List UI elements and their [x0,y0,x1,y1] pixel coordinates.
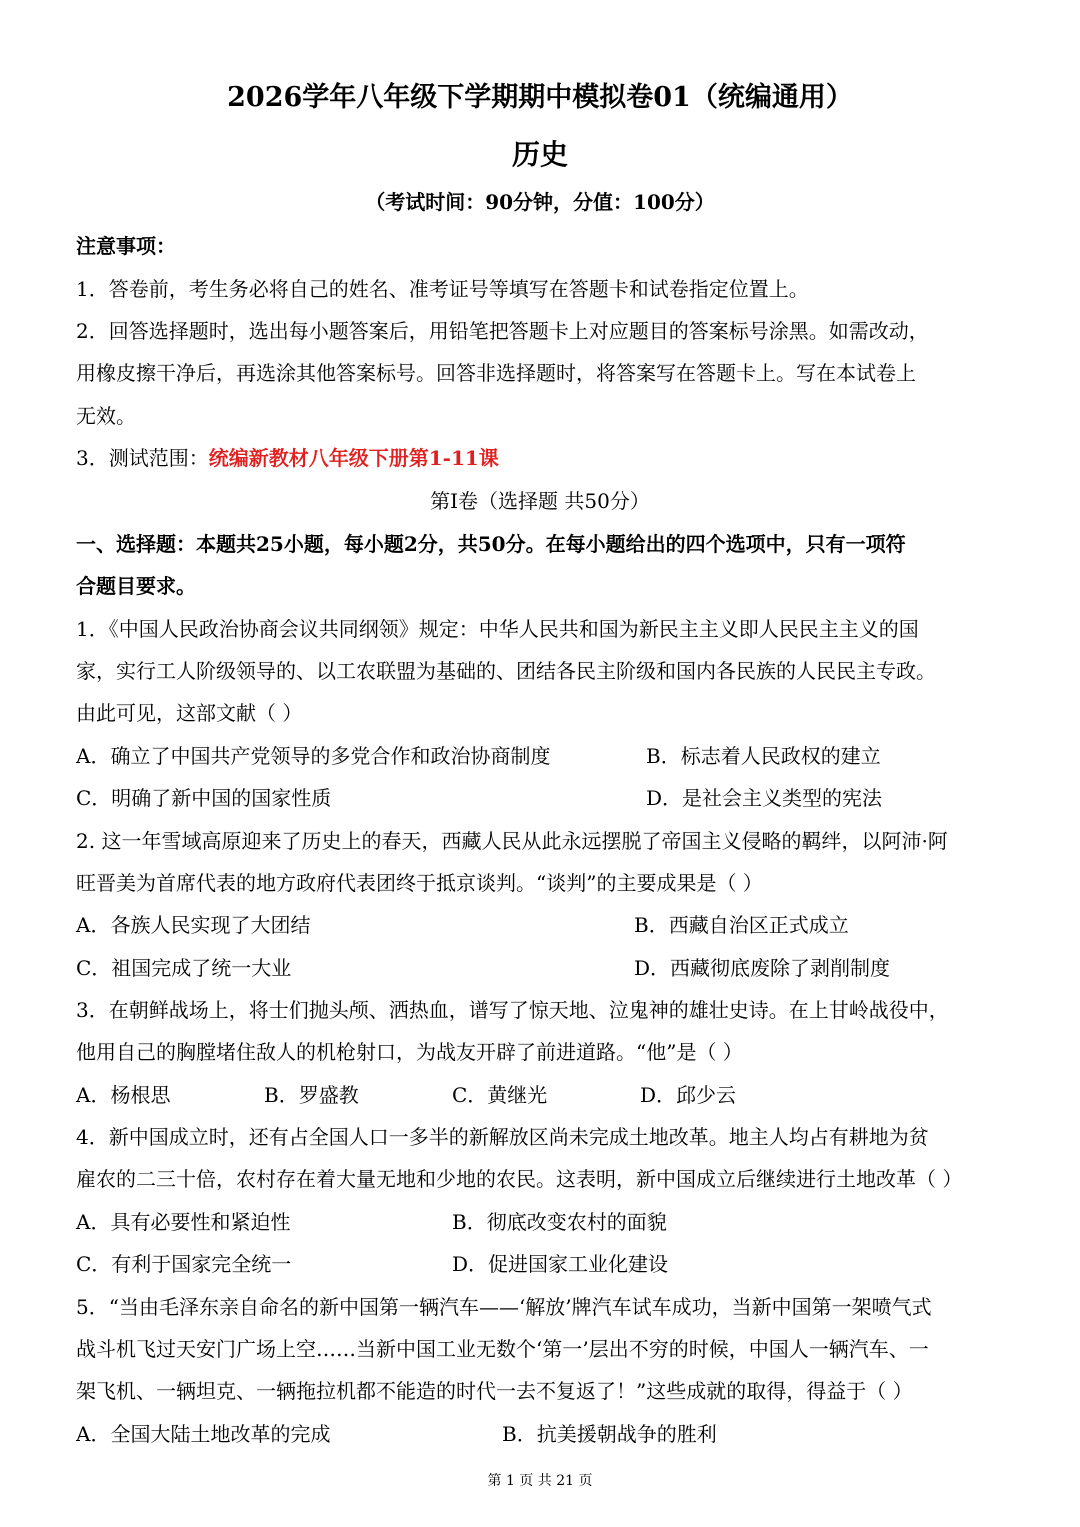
option-a: A．杨根思 [76,1083,171,1107]
note-item-1: 1．答卷前，考生务必将自己的姓名、准考证号等填写在答题卡和试卷指定位置上。 [76,277,809,301]
page-footer: 第 1 页 共 21 页 [487,1473,593,1489]
option-d: D．邱少云 [640,1083,737,1107]
exam-info: （考试时间：90分钟，分值：100分） [365,190,715,214]
note-item-3 [76,442,499,471]
option-c: C．祖国完成了统一大业 [76,956,292,980]
question-text-line: 由此可见，这部文献（ ） [76,701,303,725]
question-text-line: 5．“当由毛泽东亲自命名的新中国第一辆汽车——‘解放’牌汽车试车成功，当新中国第一架喷气式 [76,1295,932,1319]
note-item-3-prefix: 3．测试范围： [76,446,209,470]
note-item-2-line-3: 无效。 [76,404,136,428]
question-text-line: 他用自己的胸膛堵住敌人的机枪射口，为战友开辟了前进道路。“他”是（ ） [76,1040,743,1064]
option-b: B．标志着人民政权的建立 [646,744,881,768]
section-instructions-line-2: 合题目要求。 [76,574,196,598]
option-d: D．促进国家工业化建设 [452,1252,669,1276]
question-text-line: 1．《中国人民政治协商会议共同纲领》规定：中华人民共和国为新民主主义即人民民主主义的国 [76,617,919,641]
question-text-line: 4．新中国成立时，还有占全国人口一多半的新解放区尚未完成土地改革。地主人均占有耕地为贫 [76,1125,929,1149]
note-item-2-line-1: 2．回答选择题时，选出每小题答案后，用铅笔把答题卡上对应题目的答案标号涂黑。如需改动， [76,319,929,343]
notes-heading: 注意事项： [76,234,176,258]
option-b: B．彻底改变农村的面貌 [452,1210,667,1234]
section-instructions-line-1: 一、选择题：本题共25小题，每小题2分，共50分。在每小题给出的四个选项中，只有一项符 [76,532,906,556]
note-item-2-line-2: 用橡皮擦干净后，再选涂其他答案标号。回答非选择题时，将答案写在答题卡上。写在本试卷上 [76,361,916,385]
option-a: A．确立了中国共产党领导的多党合作和政治协商制度 [76,744,551,768]
option-d: D．西藏彻底废除了剥削制度 [634,956,891,980]
question-text-line: 家，实行工人阶级领导的、以工农联盟为基础的、团结各民主阶级和国内各民族的人民民主专政。 [76,659,936,683]
option-b: B．罗盛教 [264,1083,359,1107]
option-d: D．是社会主义类型的宪法 [646,786,883,810]
document-title: 2026学年八年级下学期期中模拟卷01（统编通用） [227,82,853,113]
option-b: B．西藏自治区正式成立 [634,913,849,937]
option-a: A．各族人民实现了大团结 [76,913,311,937]
option-c: C．明确了新中国的国家性质 [76,786,332,810]
option-b: B．抗美援朝战争的胜利 [502,1422,717,1446]
option-c: C．有利于国家完全统一 [76,1252,292,1276]
question-text-line: 战斗机飞过天安门广场上空……当新中国工业无数个‘第一’层出不穷的时候，中国人一辆汽车、一 [76,1337,929,1361]
test-scope: 统编新教材八年级下册第1-11课 [208,446,499,470]
option-a: A．具有必要性和紧迫性 [76,1210,291,1234]
question-text-line: 3．在朝鲜战场上，将士们抛头颅、洒热血，谱写了惊天地、泣鬼神的雄壮史诗。在上甘岭战役中， [76,998,949,1022]
option-a: A．全国大陆土地改革的完成 [76,1422,331,1446]
question-text-line: 架飞机、一辆坦克、一辆拖拉机都不能造的时代一去不复返了！”这些成就的取得，得益于（ ） [76,1379,913,1403]
question-text-line: 雇农的二三十倍，农村存在着大量无地和少地的农民。这表明，新中国成立后继续进行土地改革（ ） [76,1167,963,1191]
option-c: C．黄继光 [452,1083,548,1107]
subject-title: 历史 [511,138,568,171]
question-text-line: 旺晋美为首席代表的地方政府代表团终于抵京谈判。“谈判”的主要成果是（ ） [76,871,763,895]
section-title: 第Ⅰ卷（选择题 共50分） [430,489,650,513]
question-text-line: 2. 这一年雪域高原迎来了历史上的春天，西藏人民从此永远摆脱了帝国主义侵略的羁绊，以阿沛·阿 [76,829,948,853]
